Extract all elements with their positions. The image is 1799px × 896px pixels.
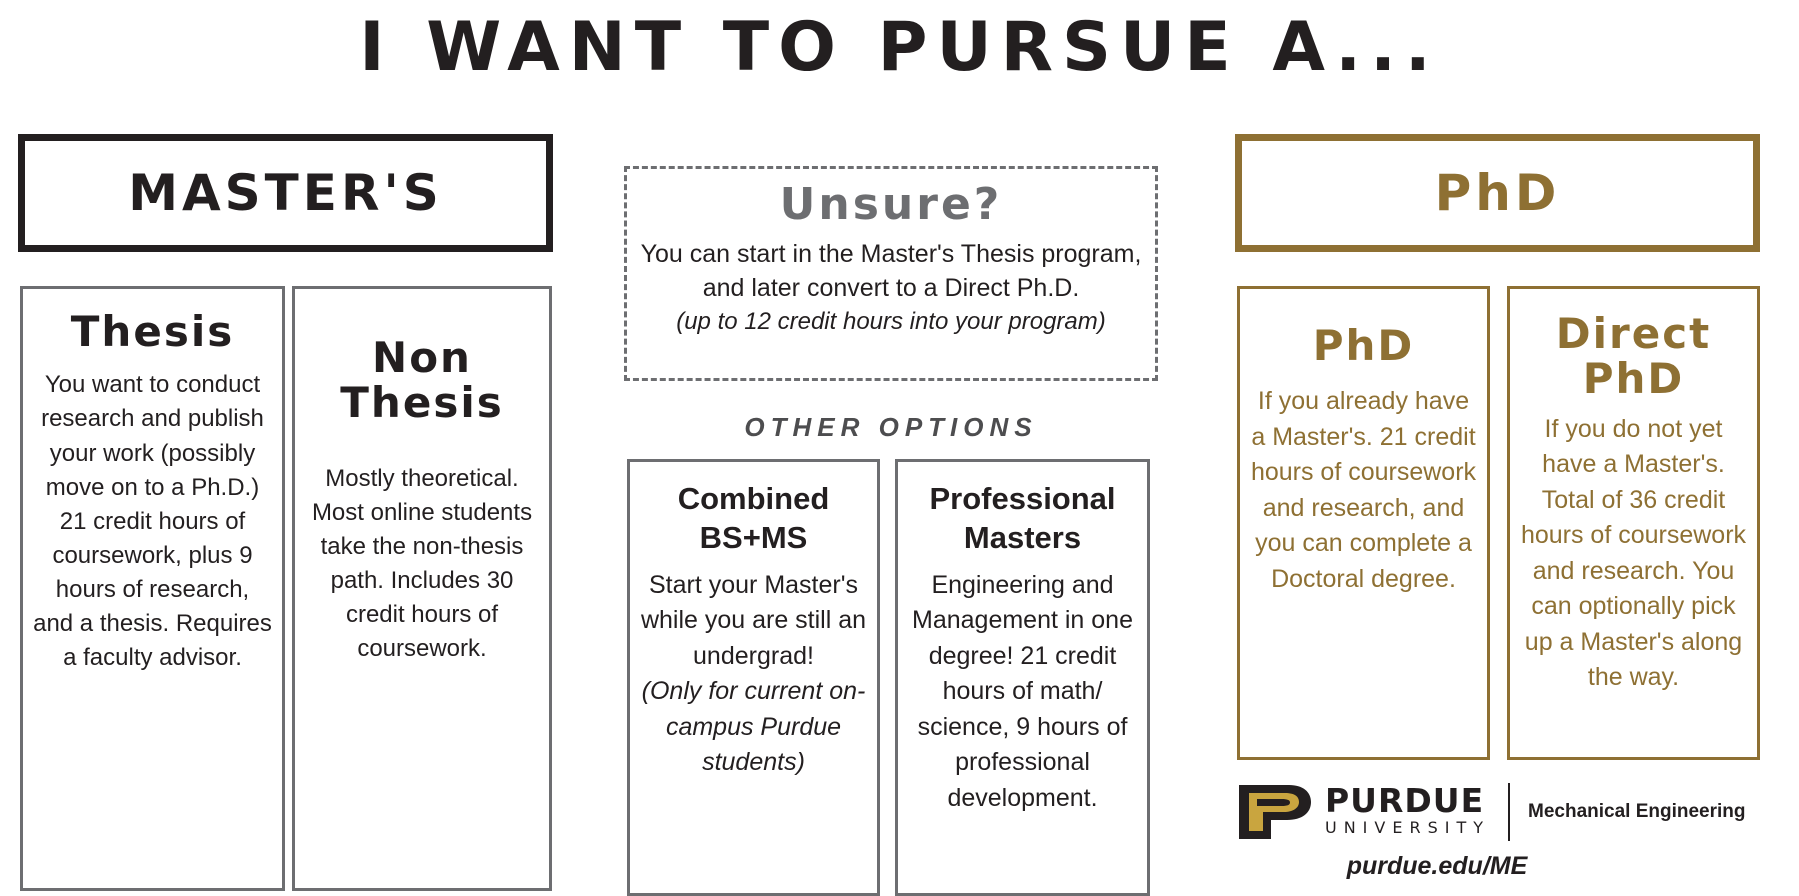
unsure-line-1: You can start in the Master's Thesis program, <box>640 240 1142 268</box>
logo-row <box>1237 780 1760 844</box>
purdue-university-text: UNIVERSITY <box>1325 818 1490 838</box>
department-name: Mechanical Engineering <box>1528 801 1746 822</box>
card-direct-phd-body: If you do not yet have a Master's. Total of 36 credit hours of coursework and research. You can optionally pick up a Master's along the way. <box>1520 414 1747 692</box>
purdue-url: purdue.edu/ME <box>1346 852 1528 880</box>
purdue-logo-block <box>1237 780 1760 890</box>
card-combined-title: Combined BS+MS <box>677 481 830 555</box>
unsure-line-2: and later convert to a Direct Ph.D. <box>702 273 1080 302</box>
masters-header-label: MASTER'S <box>128 164 443 222</box>
card-phd-body: If you already have a Master's. 21 credit hours of coursework and research, and you can complete a Doctoral degree. <box>1250 387 1477 593</box>
card-non-thesis-body: Mostly theoretical. Most online students take the non-thesis path. Includes 30 credit hours of coursework. <box>311 464 533 663</box>
other-options-label: OTHER OPTIONS <box>744 412 1038 442</box>
purdue-name: PURDUE <box>1325 781 1485 821</box>
card-combined-note: (Only for current on-campus Purdue students) <box>641 677 866 776</box>
card-combined-bs-ms <box>627 459 880 896</box>
unsure-title: Unsure? <box>779 179 1003 230</box>
page-title: I WANT TO PURSUE A... <box>359 8 1440 87</box>
purdue-wordmark <box>1325 781 1490 839</box>
unsure-line-3: (up to 12 credit hours into your program) <box>676 307 1106 335</box>
card-phd-title: PhD <box>1312 321 1415 370</box>
logo-divider <box>1508 783 1510 841</box>
purdue-p-icon <box>1237 783 1315 841</box>
card-professional-masters <box>895 459 1150 896</box>
phd-header <box>1235 134 1760 252</box>
masters-header <box>18 134 553 252</box>
unsure-box <box>624 166 1158 381</box>
phd-header-label: PhD <box>1434 164 1561 222</box>
card-thesis-title: Thesis <box>70 307 235 356</box>
card-professional-title: Professional Masters <box>929 481 1116 555</box>
card-combined-body: Start your Master's while you are still an undergrad! <box>640 570 867 670</box>
card-non-thesis <box>292 286 552 891</box>
card-direct-phd <box>1507 286 1760 760</box>
card-phd <box>1237 286 1490 760</box>
card-non-thesis-title: Non Thesis <box>340 333 504 428</box>
card-direct-phd-title: Direct PhD <box>1555 309 1712 404</box>
card-thesis-body: You want to conduct research and publish your work (possibly move on to a Ph.D.) 21 credit hours of coursework, plus 9 hours of research, and a thesis. Requires a faculty advisor. <box>33 371 272 671</box>
card-professional-body: Engineering and Management in one degree! 21 credit hours of math/ science, 9 hours of professional development. <box>912 570 1133 812</box>
card-thesis <box>20 286 285 891</box>
